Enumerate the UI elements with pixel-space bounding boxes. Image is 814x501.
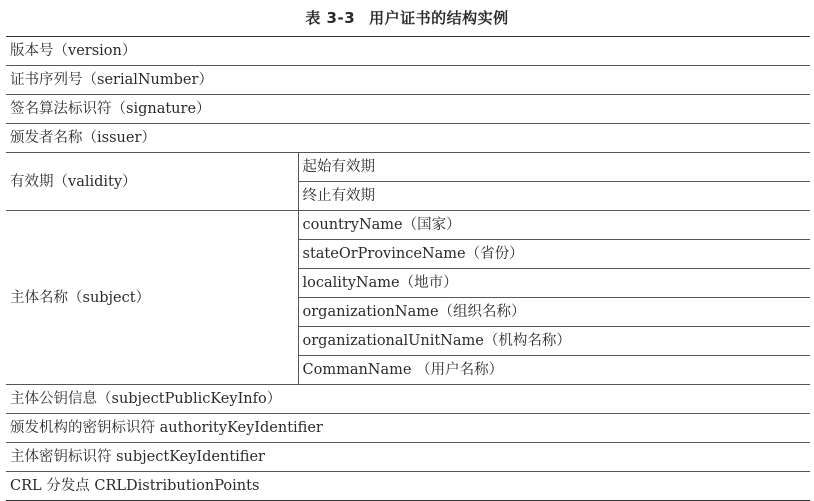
table-title: 用户证书的结构实例 xyxy=(369,9,509,27)
table-row xyxy=(6,153,810,182)
table-number: 表 3-3 xyxy=(305,9,356,27)
table-row xyxy=(6,37,810,66)
table-row xyxy=(6,66,810,95)
row-validity-label: 有效期（validity） xyxy=(6,153,298,211)
row-version: 版本号（version） xyxy=(6,37,810,66)
subject-organization: organizationName（组织名称） xyxy=(298,298,810,327)
subject-country: countryName（国家） xyxy=(298,211,810,240)
row-signature: 签名算法标识符（signature） xyxy=(6,95,810,124)
row-subject-public-key-info: 主体公钥信息（subjectPublicKeyInfo） xyxy=(6,385,810,414)
table-caption xyxy=(0,7,814,28)
table-row xyxy=(6,472,810,501)
certificate-structure-table xyxy=(6,36,810,501)
validity-end: 终止有效期 xyxy=(298,182,810,211)
table-row xyxy=(6,124,810,153)
row-subject-label: 主体名称（subject） xyxy=(6,211,298,385)
subject-state: stateOrProvinceName（省份） xyxy=(298,240,810,269)
row-crl-distribution-points: CRL 分发点 CRLDistributionPoints xyxy=(6,472,810,501)
table-row xyxy=(6,443,810,472)
table-row xyxy=(6,414,810,443)
row-issuer: 颁发者名称（issuer） xyxy=(6,124,810,153)
validity-start: 起始有效期 xyxy=(298,153,810,182)
subject-org-unit: organizationalUnitName（机构名称） xyxy=(298,327,810,356)
subject-common-name: CommanName （用户名称） xyxy=(298,356,810,385)
table-row xyxy=(6,385,810,414)
table-row xyxy=(6,211,810,240)
row-subject-key-identifier: 主体密钥标识符 subjectKeyIdentifier xyxy=(6,443,810,472)
subject-locality: localityName（地市） xyxy=(298,269,810,298)
row-serial-number: 证书序列号（serialNumber） xyxy=(6,66,810,95)
row-authority-key-identifier: 颁发机构的密钥标识符 authorityKeyIdentifier xyxy=(6,414,810,443)
table-row xyxy=(6,95,810,124)
